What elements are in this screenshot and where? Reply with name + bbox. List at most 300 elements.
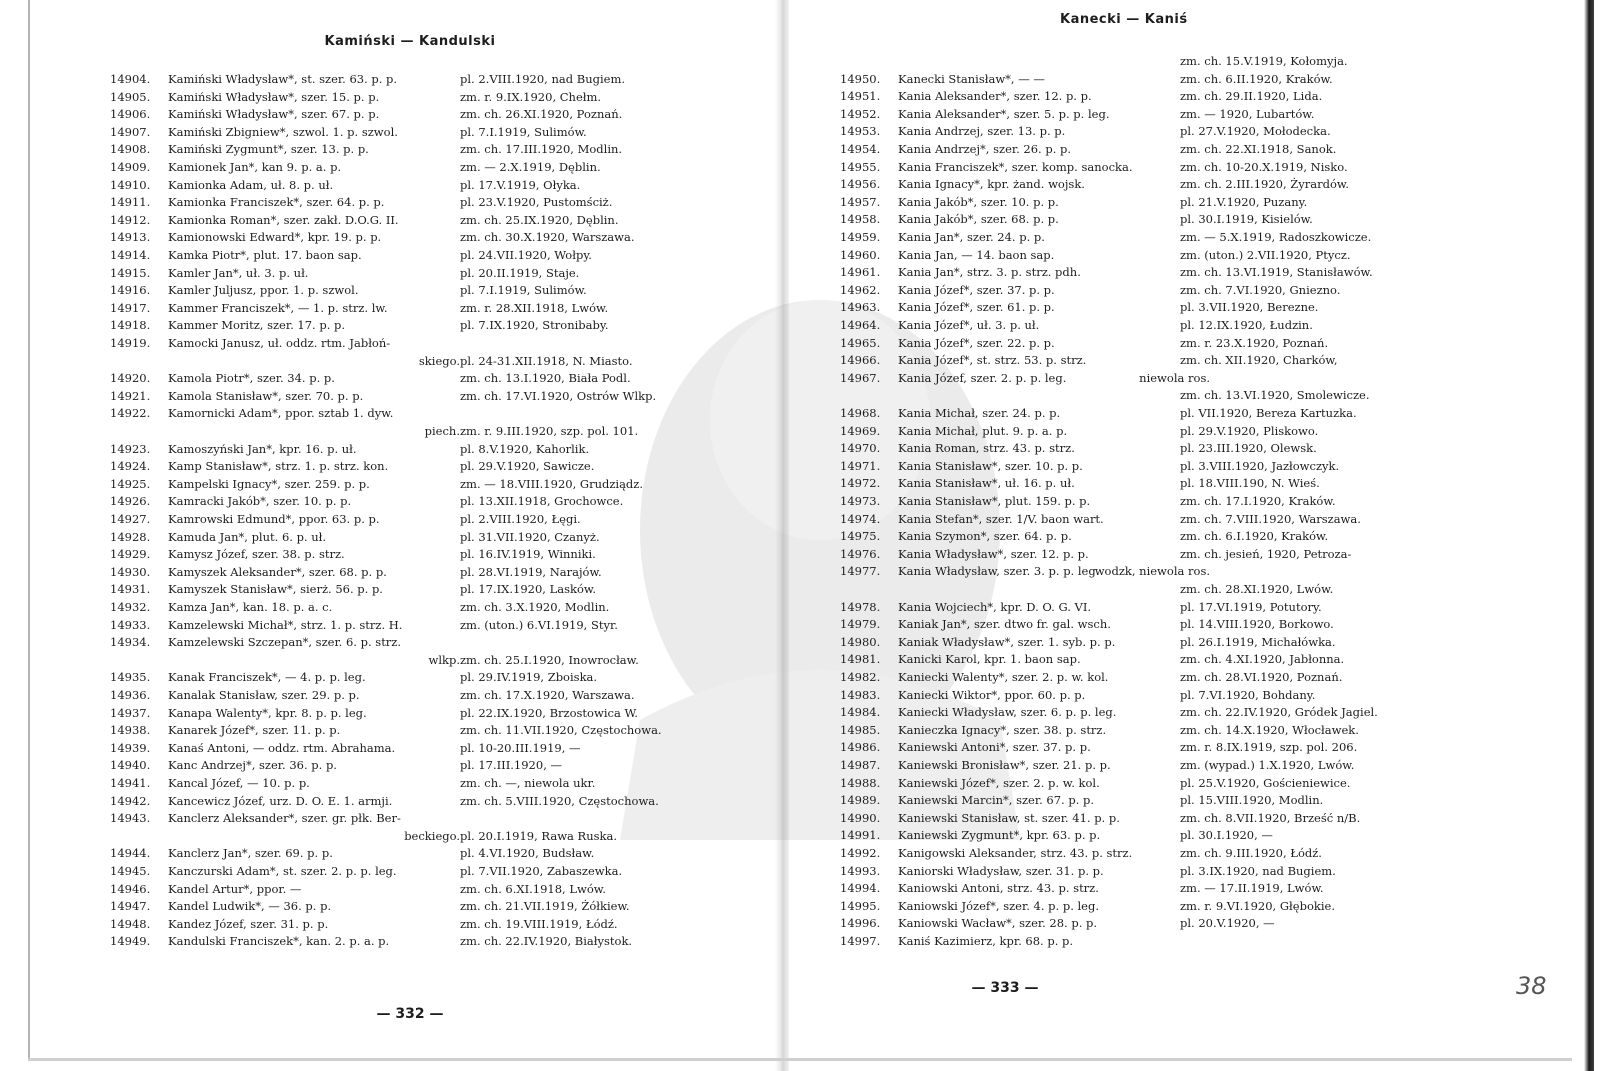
- entry-name-unit: Kania Andrzej, szer. 13. p. p.: [898, 124, 1066, 139]
- entry-death-record: zm. ch. 25.IX.1920, Dęblin.: [460, 212, 619, 227]
- entry-number: 14911.: [110, 195, 151, 210]
- register-entry: [110, 316, 710, 334]
- entry-death-record: pl. 20.V.1920, —: [1180, 916, 1275, 931]
- register-entry: [840, 474, 1470, 492]
- entry-name-unit: Kania Józef*, szer. 37. p. p.: [898, 282, 1055, 297]
- register-entry: [840, 158, 1470, 176]
- entry-number: 14920.: [110, 371, 151, 386]
- entry-name-unit: Kamysz Józef, szer. 38. p. strz.: [168, 547, 345, 562]
- entry-death-record: pl. 2.VIII.1920, nad Bugiem.: [460, 72, 626, 86]
- entry-death-record: zm. ch. 29.II.1920, Lida.: [1180, 89, 1323, 104]
- entry-name-unit: Kamracki Jakób*, szer. 10. p. p.: [168, 494, 352, 509]
- entry-number: 14961.: [840, 265, 881, 280]
- register-entry: [110, 668, 710, 686]
- entry-number: 14916.: [110, 283, 151, 298]
- entry-death-record: zm. ch. 13.VI.1920, Smolewicze.: [1180, 388, 1370, 403]
- entry-death-record: zm. (uton.) 6.VI.1919, Styr.: [460, 617, 618, 632]
- entry-death-record: zm. ch. 11.VII.1920, Częstochowa.: [460, 723, 662, 738]
- entry-name-unit: Kaniewski Marcin*, szer. 67. p. p.: [898, 793, 1095, 808]
- entry-death-record: pl. 27.V.1920, Mołodecka.: [1180, 124, 1331, 139]
- register-entry: [110, 792, 710, 810]
- entry-name-unit: Kamiński Władysław*, st. szer. 63. p. p.: [168, 72, 398, 86]
- register-entry: [110, 228, 710, 246]
- register-entry: [840, 756, 1470, 774]
- entry-death-record: pl. 7.I.1919, Sulimów.: [460, 283, 587, 298]
- entry-death-record: zm. r. 9.III.1920, szp. pol. 101.: [460, 424, 639, 438]
- entry-death-record: zm. ch. 6.I.1920, Kraków.: [1180, 529, 1329, 544]
- register-entry: [840, 721, 1470, 739]
- entry-name-unit: Kanieczka Ignacy*, szer. 38. p. strz.: [898, 722, 1107, 737]
- entry-name-unit: Kaniecki Walenty*, szer. 2. p. w. kol.: [898, 670, 1109, 684]
- entry-death-record: zm. (wypad.) 1.X.1920, Lwów.: [1180, 758, 1355, 772]
- entry-death-record: zm. ch. 8.VII.1920, Brześć n/B.: [1180, 810, 1361, 825]
- entry-number: 14969.: [840, 423, 881, 438]
- entry-death-record: pl. 7.I.1919, Sulimów.: [460, 124, 587, 139]
- register-entry: [840, 791, 1470, 809]
- entry-death-record: zm. ch. 30.X.1920, Warszawa.: [460, 230, 635, 245]
- entry-death-record: pl. 17.IX.1920, Lasków.: [460, 582, 597, 597]
- register-entry: [840, 703, 1470, 721]
- entry-number: 14967.: [840, 370, 881, 385]
- register-entry: [840, 175, 1470, 193]
- entry-death-record: zm. r. 9.IX.1920, Chełm.: [460, 89, 602, 104]
- entry-number: 14992.: [840, 846, 881, 860]
- entry-number: 14939.: [110, 740, 151, 755]
- register-entry: [840, 650, 1470, 668]
- register-entry: [110, 704, 710, 722]
- entry-number: 14940.: [110, 758, 151, 773]
- entry-name-unit: Kaniewski Antoni*, szer. 37. p. p.: [898, 740, 1091, 755]
- entry-number: 14963.: [840, 300, 881, 315]
- entry-name-unit: Kamocki Janusz, uł. oddz. rtm. Jabłoń-: [168, 336, 391, 350]
- register-entry: [840, 52, 1470, 70]
- entry-name-unit: Kandel Artur*, ppor. —: [168, 881, 302, 896]
- entry-number: 14924.: [110, 459, 151, 474]
- entry-death-record: zm. ch. jesień, 1920, Petroza-: [1180, 546, 1352, 561]
- entry-number: 14918.: [110, 318, 151, 333]
- register-entry: [110, 440, 710, 458]
- entry-death-record: zm. ch. 2.III.1920, Żyrardów.: [1180, 177, 1350, 192]
- entry-number: 14971.: [840, 458, 881, 473]
- register-entry: [840, 510, 1470, 528]
- entry-name-unit: Kamiński Władysław*, szer. 15. p. p.: [168, 89, 380, 104]
- register-entry: [110, 334, 710, 352]
- register-entry: [110, 545, 710, 563]
- entry-death-record: pl. 16.IV.1919, Winniki.: [460, 547, 596, 562]
- entry-name-unit: Kaniewski Bronisław*, szer. 21. p. p.: [898, 758, 1111, 772]
- register-entry: [110, 651, 710, 669]
- register-entry: [110, 176, 710, 194]
- entry-number: 14922.: [110, 406, 151, 421]
- register-entry: [840, 738, 1470, 756]
- entry-name-unit: Kaniecki Wiktor*, ppor. 60. p. p.: [898, 687, 1086, 702]
- register-entry: [110, 105, 710, 123]
- entry-number: 14979.: [840, 617, 881, 632]
- entry-number: 14976.: [840, 546, 881, 561]
- entry-death-record: zm. ch. 14.X.1920, Włocławek.: [1180, 722, 1359, 737]
- entry-name-unit: Kaniorski Władysław, szer. 31. p. p.: [898, 863, 1104, 878]
- entry-death-record: pl. 2.VIII.1920, Łęgi.: [460, 512, 581, 526]
- entry-name-unit: Kamiński Zbigniew*, szwol. 1. p. szwol.: [168, 124, 398, 139]
- entry-death-record: pl. 28.VI.1919, Narajów.: [460, 564, 602, 579]
- entry-number: 14909.: [110, 160, 151, 174]
- register-entry: [840, 298, 1470, 316]
- entry-name-unit: Kampelski Ignacy*, szer. 259. p. p.: [168, 476, 370, 491]
- entry-name-unit: Kandulski Franciszek*, kan. 2. p. a. p.: [168, 934, 390, 949]
- register-entry: [110, 598, 710, 616]
- entry-name-unit: Kania Michał, plut. 9. p. a. p.: [898, 423, 1068, 438]
- entry-number: 14944.: [110, 846, 151, 861]
- register-entry: [840, 316, 1470, 334]
- entry-death-record: pl. 21.V.1920, Puzany.: [1180, 194, 1308, 209]
- entry-death-record: pl. 17.V.1919, Ołyka.: [460, 177, 581, 192]
- entry-name-unit: Kanecki Stanisław*, — —: [898, 71, 1045, 86]
- register-entry: [110, 686, 710, 704]
- entry-name-unit: Kanclerz Jan*, szer. 69. p. p.: [168, 846, 333, 861]
- entry-name-unit: Kania Roman, strz. 43. p. strz.: [898, 441, 1075, 456]
- entry-death-record: pl. 17.VI.1919, Potutory.: [1180, 599, 1322, 614]
- entry-name-unit: Kania Władysław*, szer. 12. p. p.: [898, 546, 1089, 561]
- entry-number: 14981.: [840, 652, 881, 667]
- entry-continuation: niewola ros.: [1139, 370, 1210, 385]
- entry-name-unit: Kanclerz Aleksander*, szer. gr. płk. Ber-: [168, 811, 401, 826]
- entry-death-record: pl. 29.IV.1919, Zboiska.: [460, 670, 598, 685]
- register-entry: [110, 475, 710, 493]
- register-entry: [110, 897, 710, 915]
- entry-death-record: pl. 26.I.1919, Michałówka.: [1180, 634, 1336, 649]
- entry-death-record: zm. r. 8.IX.1919, szp. pol. 206.: [1180, 740, 1358, 755]
- entry-name-unit: Kaniak Władysław*, szer. 1. syb. p. p.: [898, 634, 1116, 649]
- entry-death-record: pl. 30.I.1919, Kisielów.: [1180, 212, 1313, 227]
- entry-name-unit: Kania Jan*, szer. 24. p. p.: [898, 230, 1045, 244]
- entry-number: 14962.: [840, 282, 881, 297]
- entry-number: 14908.: [110, 142, 151, 157]
- entry-number: 14996.: [840, 916, 881, 931]
- entry-death-record: pl. 8.V.1920, Kahorlik.: [460, 441, 590, 456]
- register-entry: [110, 88, 710, 106]
- register-entry: [110, 721, 710, 739]
- entry-death-record: pl. 29.V.1920, Sawicze.: [460, 459, 595, 474]
- left-page: [110, 0, 710, 1071]
- entry-name-unit: Kania Stanisław*, plut. 159. p. p.: [898, 494, 1091, 508]
- register-entry: [110, 281, 710, 299]
- register-entry: [840, 263, 1470, 281]
- entry-name-unit: Kamzelewski Szczepan*, szer. 6. p. strz.: [168, 635, 402, 650]
- entry-name-unit: Kania Jakób*, szer. 68. p. p.: [898, 212, 1059, 227]
- entry-number: 14925.: [110, 476, 151, 491]
- entry-name-unit: Kania Stefan*, szer. 1/V. baon wart.: [898, 511, 1104, 526]
- register-entry: [840, 492, 1470, 510]
- entry-continuation: wodzk, niewola ros.: [1094, 564, 1210, 579]
- entry-number: 14927.: [110, 512, 151, 526]
- entry-number: 14974.: [840, 511, 881, 526]
- entry-continuation: beckiego.: [404, 828, 460, 843]
- entry-name-unit: Kamola Stanisław*, szer. 70. p. p.: [168, 388, 364, 403]
- entry-death-record: zm. ch. 17.III.1920, Modlin.: [460, 142, 623, 157]
- entry-death-record: zm. ch. 7.VIII.1920, Warszawa.: [1180, 511, 1361, 526]
- entry-death-record: zm. — 1920, Lubartów.: [1180, 106, 1315, 121]
- entry-death-record: zm. ch. 21.VII.1919, Żółkiew.: [460, 899, 630, 914]
- entry-number: 14964.: [840, 318, 881, 332]
- page-edge-right: [1584, 0, 1594, 1071]
- entry-death-record: zm. ch. 17.I.1920, Kraków.: [1180, 494, 1336, 508]
- entry-death-record: zm. ch. 6.II.1920, Kraków.: [1180, 71, 1333, 86]
- entry-name-unit: Kanicki Karol, kpr. 1. baon sap.: [898, 652, 1081, 667]
- entry-number: 14960.: [840, 247, 881, 262]
- register-entry: [840, 897, 1470, 915]
- entry-number: 14993.: [840, 863, 881, 878]
- entry-number: 14989.: [840, 793, 881, 808]
- entry-name-unit: Kamyszek Aleksander*, szer. 68. p. p.: [168, 564, 387, 579]
- entry-death-record: zm. — 5.X.1919, Radoszkowicze.: [1180, 230, 1372, 244]
- entry-number: 14943.: [110, 811, 151, 826]
- entry-name-unit: Kania Aleksander*, szer. 12. p. p.: [898, 89, 1092, 104]
- entry-number: 14919.: [110, 336, 151, 350]
- entry-death-record: zm. ch. 28.XI.1920, Lwów.: [1180, 582, 1334, 596]
- entry-death-record: pl. 4.VI.1920, Budsław.: [460, 846, 595, 861]
- entry-number: 14912.: [110, 212, 151, 227]
- entry-death-record: pl. 18.VIII.190, N. Wieś.: [1180, 476, 1320, 491]
- register-entry: [840, 228, 1470, 246]
- register-entry: [840, 932, 1470, 950]
- entry-number: 14950.: [840, 71, 881, 86]
- register-entry: [840, 633, 1470, 651]
- register-entry: [840, 826, 1470, 844]
- entry-death-record: zm. ch. 22.IV.1920, Gródek Jagiel.: [1180, 705, 1378, 720]
- entry-death-record: zm. ch. 17.X.1920, Warszawa.: [460, 688, 635, 702]
- entry-number: 14970.: [840, 441, 881, 456]
- entry-death-record: zm. ch. 19.VIII.1919, Łódź.: [460, 916, 618, 931]
- entry-number: 14906.: [110, 107, 151, 122]
- entry-name-unit: Kandel Ludwik*, — 36. p. p.: [168, 899, 332, 914]
- entry-name-unit: Kamzelewski Michał*, strz. 1. p. strz. H.: [168, 617, 403, 632]
- right-page-number: — 333 —: [971, 980, 1039, 996]
- entry-number: 14913.: [110, 230, 151, 245]
- entry-death-record: zm. ch. 6.XI.1918, Lwów.: [460, 881, 606, 896]
- register-entry: [110, 140, 710, 158]
- entry-name-unit: Kania Józef*, uł. 3. p. uł.: [898, 318, 1040, 332]
- entry-number: 14941.: [110, 776, 151, 790]
- register-entry: [840, 545, 1470, 563]
- register-entry: [110, 932, 710, 950]
- register-entry: [840, 422, 1470, 440]
- entry-number: 14980.: [840, 634, 881, 649]
- entry-number: 14965.: [840, 335, 881, 350]
- entry-number: 14946.: [110, 881, 151, 896]
- entry-name-unit: Kania Andrzej*, szer. 26. p. p.: [898, 142, 1072, 156]
- entry-name-unit: Kaniowski Antoni, strz. 43. p. strz.: [898, 881, 1099, 896]
- entry-death-record: pl. 24-31.XII.1918, N. Miasto.: [460, 353, 633, 368]
- entry-death-record: zm. ch. 17.VI.1920, Ostrów Wlkp.: [460, 388, 657, 403]
- entry-number: 14921.: [110, 388, 151, 403]
- entry-number: 14997.: [840, 934, 881, 948]
- entry-name-unit: Kanczurski Adam*, st. szer. 2. p. p. leg.: [168, 864, 397, 878]
- entry-death-record: zm. ch. 22.XI.1918, Sanok.: [1180, 142, 1337, 156]
- entry-number: 14985.: [840, 722, 881, 737]
- entry-death-record: pl. 3.IX.1920, nad Bugiem.: [1180, 863, 1336, 878]
- entry-name-unit: Kamola Piotr*, szer. 34. p. p.: [168, 371, 335, 386]
- page-edge-left: [28, 0, 30, 1058]
- entry-death-record: pl. 3.VII.1920, Berezne.: [1180, 300, 1319, 315]
- entry-number: 14917.: [110, 300, 151, 315]
- entry-name-unit: Kania Aleksander*, szer. 5. p. p. leg.: [898, 106, 1110, 121]
- entry-name-unit: Kania Szymon*, szer. 64. p. p.: [898, 529, 1072, 544]
- register-entry: [840, 527, 1470, 545]
- register-entry: [110, 264, 710, 282]
- entry-number: 14929.: [110, 547, 151, 562]
- register-entry: [840, 369, 1470, 387]
- entry-death-record: zm. ch. XII.1920, Charków,: [1180, 353, 1338, 368]
- entry-name-unit: Kamler Juljusz, ppor. 1. p. szwol.: [168, 283, 359, 298]
- entry-name-unit: Kania Jan*, strz. 3. p. strz. pdh.: [898, 265, 1081, 280]
- entry-name-unit: Kania Stanisław*, uł. 16. p. uł.: [898, 476, 1075, 491]
- register-entry: [840, 809, 1470, 827]
- register-entry: [840, 87, 1470, 105]
- entry-number: 14933.: [110, 617, 151, 632]
- entry-number: 14966.: [840, 353, 881, 368]
- entry-number: 14934.: [110, 635, 151, 650]
- entry-number: 14972.: [840, 476, 881, 491]
- register-entry: [840, 914, 1470, 932]
- entry-number: 14973.: [840, 494, 881, 508]
- entry-number: 14991.: [840, 828, 881, 843]
- right-page: [840, 0, 1470, 1071]
- entry-death-record: pl. 20.II.1919, Staje.: [460, 265, 580, 280]
- entry-name-unit: Kamionka Roman*, szer. zakł. D.O.G. II.: [168, 212, 399, 227]
- register-entry: [110, 756, 710, 774]
- entry-continuation: piech.: [424, 424, 460, 438]
- entry-number: 14954.: [840, 142, 881, 156]
- entry-name-unit: Kaniewski Stanisław, st. szer. 41. p. p.: [898, 810, 1120, 825]
- register-entry: [840, 668, 1470, 686]
- entry-name-unit: Kamiński Władysław*, szer. 67. p. p.: [168, 107, 380, 122]
- entry-death-record: pl. 22.IX.1920, Brzostowica W.: [460, 705, 638, 720]
- entry-death-record: zm. r. 23.X.1920, Poznań.: [1180, 335, 1329, 350]
- entry-number: 14945.: [110, 864, 151, 878]
- register-entry: [110, 123, 710, 141]
- entry-death-record: pl. 7.VII.1920, Zabaszewka.: [460, 864, 623, 878]
- entry-number: 14987.: [840, 758, 881, 772]
- register-entry: [110, 633, 710, 651]
- entry-death-record: zm. ch. 10-20.X.1919, Nisko.: [1180, 159, 1348, 174]
- entry-number: 14935.: [110, 670, 151, 685]
- entry-number: 14923.: [110, 441, 151, 456]
- entry-number: 14984.: [840, 705, 881, 720]
- entry-number: 14968.: [840, 406, 881, 420]
- entry-death-record: zm. ch. 15.V.1919, Kołomyja.: [1180, 54, 1348, 68]
- register-entry: [840, 686, 1470, 704]
- entry-name-unit: Kania Jakób*, szer. 10. p. p.: [898, 194, 1059, 209]
- right-page-header: Kanecki — Kaniś: [1060, 12, 1188, 27]
- entry-number: 14937.: [110, 705, 151, 720]
- entry-number: 14938.: [110, 723, 151, 738]
- entry-death-record: pl. 3.VIII.1920, Jazłowczyk.: [1180, 458, 1340, 473]
- register-entry: [110, 299, 710, 317]
- entry-number: 14957.: [840, 194, 881, 209]
- entry-name-unit: Kaniewski Zygmunt*, kpr. 63. p. p.: [898, 828, 1101, 843]
- entry-death-record: zm. ch. 25.I.1920, Inowrocław.: [460, 652, 639, 667]
- register-entry: [110, 880, 710, 898]
- entry-death-record: zm. ch. 26.XI.1920, Poznań.: [460, 107, 623, 122]
- entry-name-unit: Kaniewski Józef*, szer. 2. p. w. kol.: [898, 775, 1100, 790]
- register-entry: [110, 352, 710, 370]
- entry-death-record: zm. — 18.VIII.1920, Grudziądz.: [460, 476, 644, 491]
- entry-death-record: zm. — 2.X.1919, Dęblin.: [460, 160, 601, 174]
- register-entry: [110, 457, 710, 475]
- entry-name-unit: Kania Józef*, szer. 61. p. p.: [898, 300, 1055, 315]
- register-entry: [110, 510, 710, 528]
- entry-name-unit: Kanalak Stanisław, szer. 29. p. p.: [168, 688, 360, 702]
- register-entry: [840, 879, 1470, 897]
- register-entry: [110, 739, 710, 757]
- entry-name-unit: Kanigowski Aleksander, strz. 43. p. strz.: [898, 846, 1133, 860]
- entry-number: 14904.: [110, 72, 151, 86]
- register-entry: [110, 915, 710, 933]
- entry-name-unit: Kanc Andrzej*, szer. 36. p. p.: [168, 758, 337, 773]
- register-entry: [110, 528, 710, 546]
- entry-death-record: zm. r. 9.VI.1920, Głębokie.: [1180, 898, 1335, 913]
- register-entry: [110, 158, 710, 176]
- entry-death-record: pl. 24.VII.1920, Wołpy.: [460, 248, 592, 262]
- entry-name-unit: Kamka Piotr*, plut. 17. baon sap.: [168, 248, 362, 262]
- entry-number: 14949.: [110, 934, 151, 949]
- entry-death-record: pl. 31.VII.1920, Czanyż.: [460, 529, 600, 544]
- entry-death-record: zm. ch. 9.III.1920, Łódź.: [1180, 846, 1322, 860]
- entry-name-unit: Kamionka Adam, uł. 8. p. uł.: [168, 177, 334, 192]
- register-entry: [840, 281, 1470, 299]
- entry-death-record: zm. ch. 4.XI.1920, Jabłonna.: [1180, 652, 1345, 667]
- entry-death-record: pl. 7.IX.1920, Stronibaby.: [460, 318, 609, 333]
- entry-death-record: pl. 29.V.1920, Pliskowo.: [1180, 423, 1319, 438]
- register-entry: [840, 105, 1470, 123]
- entry-death-record: zm. ch. 22.IV.1920, Białystok.: [460, 934, 633, 949]
- entry-name-unit: Kania Józef*, st. strz. 53. p. strz.: [898, 353, 1087, 368]
- entry-death-record: pl. 23.III.1920, Olewsk.: [1180, 441, 1317, 456]
- entry-name-unit: Kania Józef, szer. 2. p. p. leg.: [898, 370, 1067, 385]
- entry-name-unit: Kamuda Jan*, plut. 6. p. uł.: [168, 529, 327, 544]
- entry-name-unit: Kandez Józef, szer. 31. p. p.: [168, 916, 329, 931]
- entry-name-unit: Kamionek Jan*, kan 9. p. a. p.: [168, 160, 342, 174]
- entry-name-unit: Kania Stanisław*, szer. 10. p. p.: [898, 458, 1083, 473]
- register-entry: [840, 334, 1470, 352]
- entry-name-unit: Kaniowski Wacław*, szer. 28. p. p.: [898, 916, 1098, 931]
- entry-death-record: zm. ch. —, niewola ukr.: [460, 776, 596, 790]
- entry-death-record: zm. ch. 7.VI.1920, Gniezno.: [1180, 282, 1341, 297]
- entry-name-unit: Kamionowski Edward*, kpr. 19. p. p.: [168, 230, 382, 245]
- entry-death-record: zm. — 17.II.1919, Lwów.: [1180, 881, 1324, 896]
- entry-name-unit: Kania Michał, szer. 24. p. p.: [898, 406, 1061, 420]
- register-entry: [840, 862, 1470, 880]
- entry-name-unit: Kamza Jan*, kan. 18. p. a. c.: [168, 600, 333, 614]
- register-entry: [110, 862, 710, 880]
- entry-name-unit: Kancewicz Józef, urz. D. O. E. 1. armji.: [168, 793, 393, 808]
- left-page-header: Kamiński — Kandulski: [324, 34, 496, 49]
- entry-name-unit: Kanarek Józef*, szer. 11. p. p.: [168, 723, 341, 738]
- entry-number: 14988.: [840, 775, 881, 790]
- entry-number: 14975.: [840, 529, 881, 544]
- register-entry: [840, 562, 1470, 580]
- entry-name-unit: Kaniak Jan*, szer. dtwo fr. gal. wsch.: [898, 617, 1111, 632]
- entry-death-record: pl. 12.IX.1920, Łudzin.: [1180, 318, 1313, 332]
- register-entry: [840, 210, 1470, 228]
- entry-name-unit: Kania Władysław, szer. 3. p. p. leg.: [898, 564, 1100, 579]
- register-entry: [840, 351, 1470, 369]
- entry-death-record: pl. 17.III.1920, —: [460, 758, 563, 773]
- register-entry: [110, 492, 710, 510]
- entry-name-unit: Kamyszek Stanisław*, sierż. 56. p. p.: [168, 582, 383, 597]
- entry-name-unit: Kaniecki Władysław, szer. 6. p. p. leg.: [898, 705, 1117, 720]
- register-entry: [110, 246, 710, 264]
